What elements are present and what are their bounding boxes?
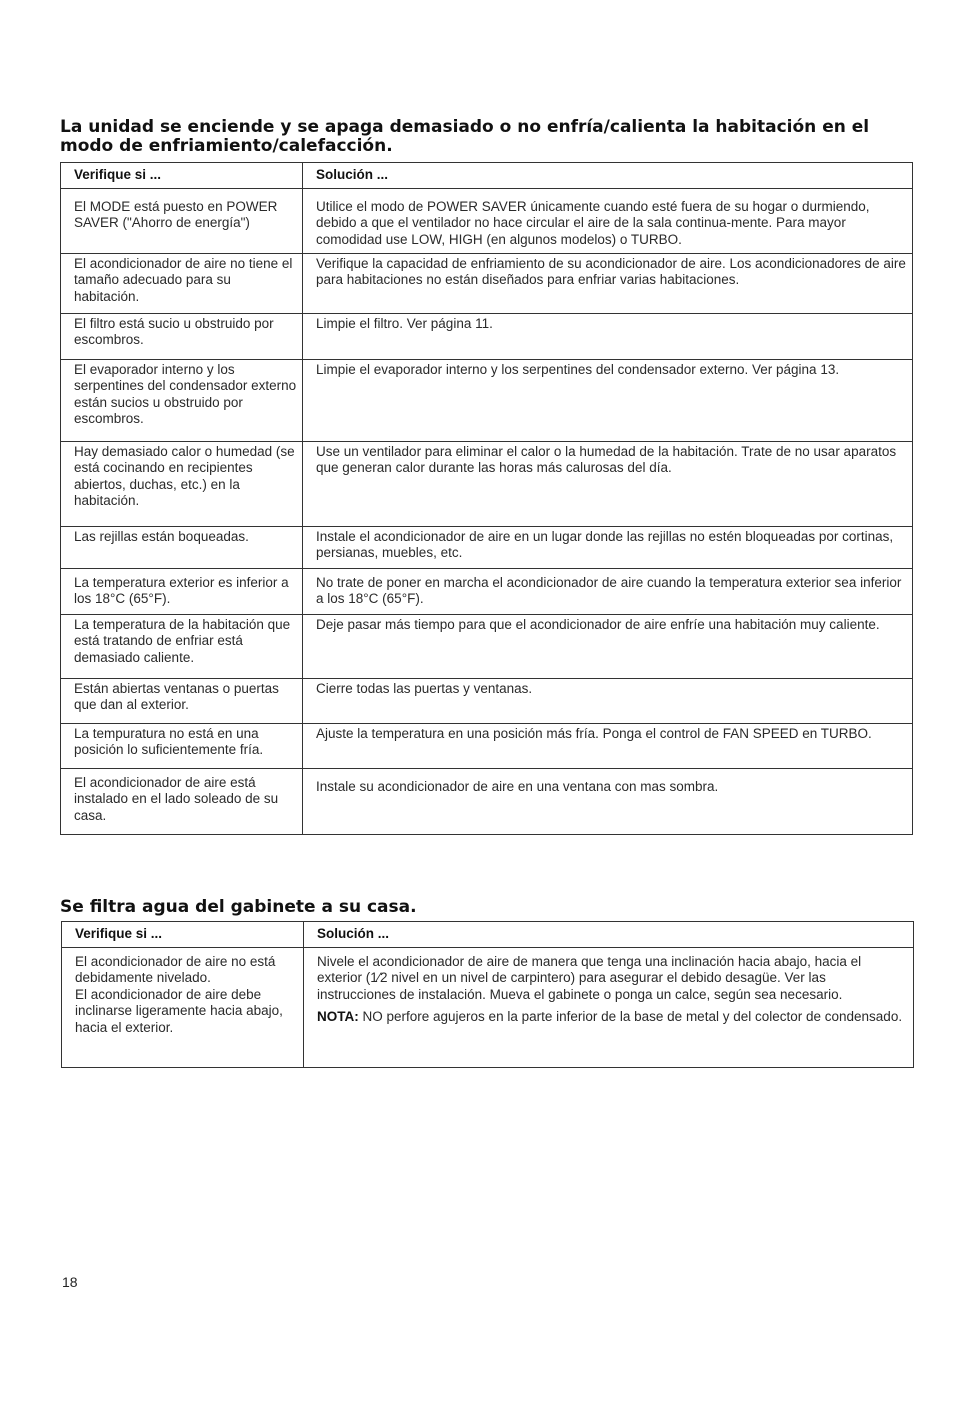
table-row (61, 678, 913, 723)
table-row (61, 441, 913, 526)
troubleshooting-table-cooling (60, 162, 913, 835)
table-row (61, 359, 913, 441)
check-cell: La tempuratura no está en una posición lo suficientemente fría. (61, 723, 303, 768)
solution-cell (304, 947, 914, 1067)
solution-cell: Ajuste la temperatura en una posición más fría. Ponga el control de FAN SPEED en TURBO. (303, 723, 913, 768)
note-text (317, 1009, 908, 1026)
solution-cell: Use un ventilador para eliminar el calor o la humedad de la habitación. Trate de no usar aparatos que generan calor durante las horas más calurosas del día. (303, 441, 913, 526)
section-title-water-leak: Se filtra agua del gabinete a su casa. (60, 897, 417, 917)
check-cell: Están abiertas ventanas o puertas que dan al exterior. (61, 678, 303, 723)
table-row (61, 253, 913, 313)
table-row (61, 723, 913, 768)
header-check: Verifique si ... (61, 163, 303, 189)
check-cell: La temperatura de la habitación que está tratando de enfriar está demasiado caliente. (61, 614, 303, 678)
solution-cell: Utilice el modo de POWER SAVER únicamente cuando esté fuera de su hogar o durmiendo, debido a que el ventilador no hace circular el aire de la sala continua-mente. Para mayor comodidad use LOW, HIGH (en algunos modelos) o TURBO. (303, 188, 913, 253)
header-solution: Solución ... (304, 922, 914, 948)
table-header-row (62, 922, 914, 948)
check-cell: El evaporador interno y los serpentines del condensador externo están sucios u obstruido por escombros. (61, 359, 303, 441)
check-cell (62, 947, 304, 1067)
check-cell: Hay demasiado calor o humedad (se está cocinando en recipientes abiertos, duchas, etc.) en la habitación. (61, 441, 303, 526)
check-text: El acondicionador de aire no está debidamente nivelado. (75, 953, 276, 986)
note-label: NOTA: (317, 1009, 359, 1025)
page-number: 18 (62, 1274, 78, 1290)
table-row (61, 526, 913, 568)
check-cell: El MODE está puesto en POWER SAVER ("Ahorro de energía") (61, 188, 303, 253)
header-check: Verifique si ... (62, 922, 304, 948)
header-solution: Solución ... (303, 163, 913, 189)
solution-cell: Instale el acondicionador de aire en un lugar donde las rejillas no estén bloqueadas por cortinas, persianas, muebles, etc. (303, 526, 913, 568)
check-cell: El acondicionador de aire no tiene el tamaño adecuado para su habitación. (61, 253, 303, 313)
table-header-row (61, 163, 913, 189)
note-body: NO perfore agujeros en la parte inferior de la base de metal y del colector de condensado. (358, 1009, 903, 1025)
solution-cell: Verifique la capacidad de enfriamiento de su acondicionador de aire. Los acondicionadores de aire para habitaciones no están diseñados para enfriar varias habitaciones. (303, 253, 913, 313)
solution-cell: Instale su acondicionador de aire en una ventana con mas sombra. (303, 768, 913, 834)
table-row (61, 188, 913, 253)
table-row (61, 768, 913, 834)
table-row (61, 313, 913, 359)
solution-cell: Deje pasar más tiempo para que el acondicionador de aire enfríe una habitación muy caliente. (303, 614, 913, 678)
solution-cell: No trate de poner en marcha el acondicionador de aire cuando la temperatura exterior sea inferior a los 18°C (65°F). (303, 568, 913, 614)
check-cell: El filtro está sucio u obstruido por escombros. (61, 313, 303, 359)
table-row (61, 568, 913, 614)
solution-cell: Limpie el evaporador interno y los serpentines del condensador externo. Ver página 13. (303, 359, 913, 441)
solution-cell: Cierre todas las puertas y ventanas. (303, 678, 913, 723)
troubleshooting-table-water-leak (61, 921, 914, 1068)
check-cell: La temperatura exterior es inferior a los 18°C (65°F). (61, 568, 303, 614)
check-cell: Las rejillas están boqueadas. (61, 526, 303, 568)
table-row (62, 947, 914, 1067)
check-text: El acondicionador de aire debe inclinarse ligeramente hacia abajo, hacia el exterior. (75, 986, 283, 1035)
solution-text: Nivele el acondicionador de aire de manera que tenga una inclinación hacia abajo, hacia el exterior (1⁄2 nivel en un nivel de carpintero) para asegurar el debido desagüe. Ver las instrucciones de instalación. Mueva el gabinete o ponga un calce, según sea necesario. (317, 953, 862, 1002)
table-row (61, 614, 913, 678)
section-title-cooling: La unidad se enciende y se apaga demasiado o no enfría/calienta la habitación en el modo de enfriamiento/calefacción. (60, 117, 870, 156)
solution-cell: Limpie el filtro. Ver página 11. (303, 313, 913, 359)
check-cell: El acondicionador de aire está instalado en el lado soleado de su casa. (61, 768, 303, 834)
